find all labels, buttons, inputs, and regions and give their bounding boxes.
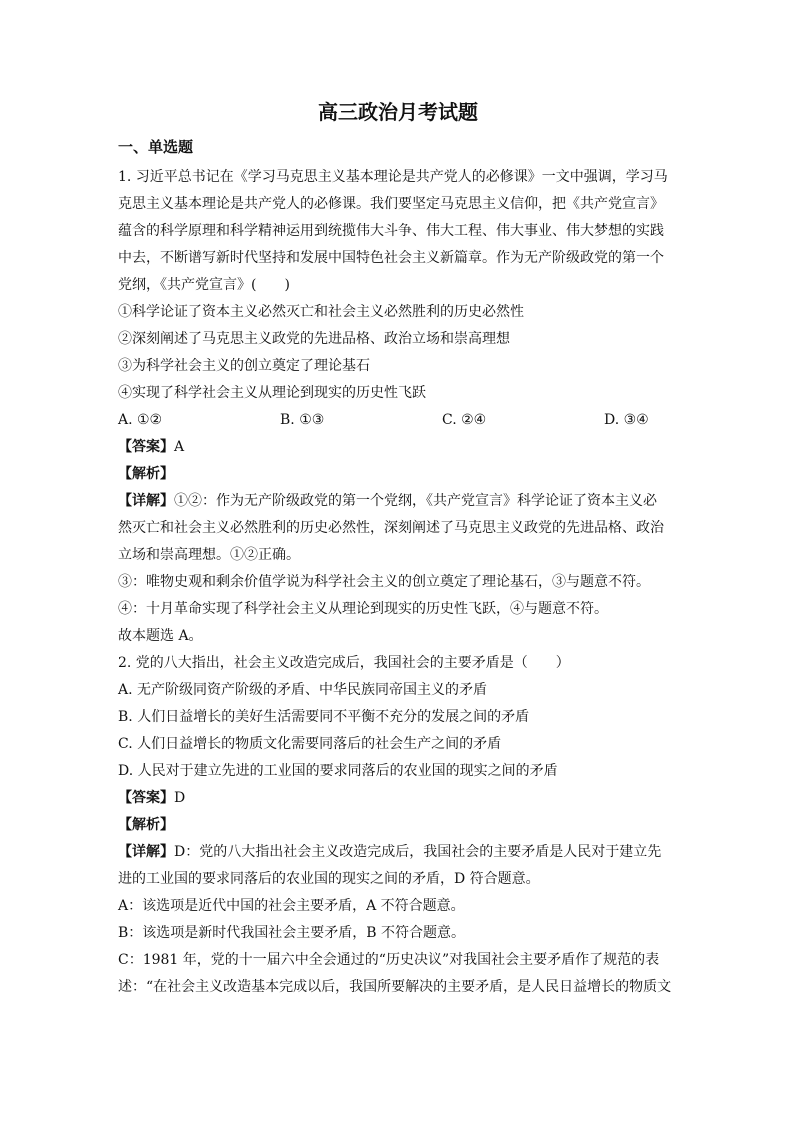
q1-statement-2: ②深刻阐述了马克思主义政党的先进品格、政治立场和崇高理想 xyxy=(118,331,510,347)
q2-explanation-line-5: C：1981 年，党的十一届六中全会通过的“历史决议”对我国社会主要矛盾作了规范的表 xyxy=(118,952,660,968)
analysis-tag: 【解析】 xyxy=(118,466,174,482)
explanation-text: ①②：作为无产阶级政党的第一个党纲，《共产党宣言》科学论证了资本主义必 xyxy=(174,493,657,509)
q1-explanation-line-5: ④：十月革命实现了科学社会主义从理论到现实的历史性飞跃，④与题意不符。 xyxy=(118,601,608,617)
q1-analysis-heading xyxy=(118,461,678,488)
q2-option-a: A. 无产阶级同资产阶级的矛盾、中华民族同帝国主义的矛盾 xyxy=(118,682,488,698)
section-heading: 一、单选题 xyxy=(118,138,194,156)
answer-value: D xyxy=(174,790,186,806)
q1-explanation-line-1 xyxy=(118,488,678,515)
q1-stem-line-5: 党纲，《共产党宣言》( ) xyxy=(118,277,290,293)
detail-tag: 【详解】 xyxy=(118,493,174,509)
answer-tag: 【答案】 xyxy=(118,439,174,455)
q2-explanation-line-2: 进的工业国的要求同落后的农业国的现实之间的矛盾，D 符合题意。 xyxy=(118,871,540,887)
q2-explanation-line-4: B：该选项是新时代我国社会主要矛盾，B 不符合题意。 xyxy=(118,925,466,941)
detail-tag: 【详解】 xyxy=(118,844,174,860)
q1-explanation-line-6: 故本题选 A。 xyxy=(118,628,203,644)
page-title: 高三政治月考试题 xyxy=(318,100,478,124)
q2-explanation-line-6: 述：“在社会主义改造基本完成以后，我国所要解决的主要矛盾，是人民日益增长的物质文 xyxy=(118,979,672,995)
question-2 xyxy=(118,650,678,1001)
q1-options xyxy=(118,407,678,434)
q2-analysis-heading xyxy=(118,812,678,839)
question-1 xyxy=(118,164,678,650)
q2-stem: 2. 党的八大指出，社会主义改造完成后，我国社会的主要矛盾是（ ） xyxy=(118,655,570,671)
q1-statement-1: ①科学论证了资本主义必然灭亡和社会主义必然胜利的历史必然性 xyxy=(118,304,524,320)
explanation-text: D：党的八大指出社会主义改造完成后，我国社会的主要矛盾是人民对于建立先 xyxy=(174,844,662,860)
q1-option-d: D. ③④ xyxy=(604,412,649,428)
q1-statement-3: ③为科学社会主义的创立奠定了理论基石 xyxy=(118,358,370,374)
document-page xyxy=(118,98,678,1001)
q1-answer xyxy=(118,434,678,461)
q2-option-b: B. 人们日益增长的美好生活需要同不平衡不充分的发展之间的矛盾 xyxy=(118,709,530,725)
answer-value: A xyxy=(174,439,185,455)
q2-explanation-line-3: A：该选项是近代中国的社会主要矛盾，A 不符合题意。 xyxy=(118,898,465,914)
q1-option-b: B. ①③ xyxy=(280,412,325,428)
q1-explanation-line-2: 然灭亡和社会主义必然胜利的历史必然性，深刻阐述了马克思主义政党的先进品格、政治 xyxy=(118,520,664,536)
analysis-tag: 【解析】 xyxy=(118,817,174,833)
q1-stem-line-1: 1. 习近平总书记在《学习马克思主义基本理论是共产党人的必修课》一文中强调，学习马 xyxy=(118,169,668,185)
answer-tag: 【答案】 xyxy=(118,790,174,806)
q2-explanation-line-1 xyxy=(118,839,678,866)
q1-explanation-line-3: 立场和崇高理想。①②正确。 xyxy=(118,547,300,563)
q1-option-c: C. ②④ xyxy=(442,412,487,428)
q1-statement-4: ④实现了科学社会主义从理论到现实的历史性飞跃 xyxy=(118,385,426,401)
q1-stem-line-4: 中去，不断谱写新时代坚持和发展中国特色社会主义新篇章。作为无产阶级政党的第一个 xyxy=(118,250,664,266)
q1-explanation-line-4: ③：唯物史观和剩余价值学说为科学社会主义的创立奠定了理论基石，③与题意不符。 xyxy=(118,574,650,590)
q2-answer xyxy=(118,785,678,812)
q1-stem-line-2: 克思主义基本理论是共产党人的必修课。我们要坚定马克思主义信仰，把《共产党宣言》 xyxy=(118,196,664,212)
q1-option-a: A. ①② xyxy=(118,412,163,428)
q2-option-d: D. 人民对于建立先进的工业国的要求同落后的农业国的现实之间的矛盾 xyxy=(118,763,558,779)
q1-stem-line-3: 蕴含的科学原理和科学精神运用到统揽伟大斗争、伟大工程、伟大事业、伟大梦想的实践 xyxy=(118,223,664,239)
q2-option-c: C. 人们日益增长的物质文化需要同落后的社会生产之间的矛盾 xyxy=(118,736,502,752)
